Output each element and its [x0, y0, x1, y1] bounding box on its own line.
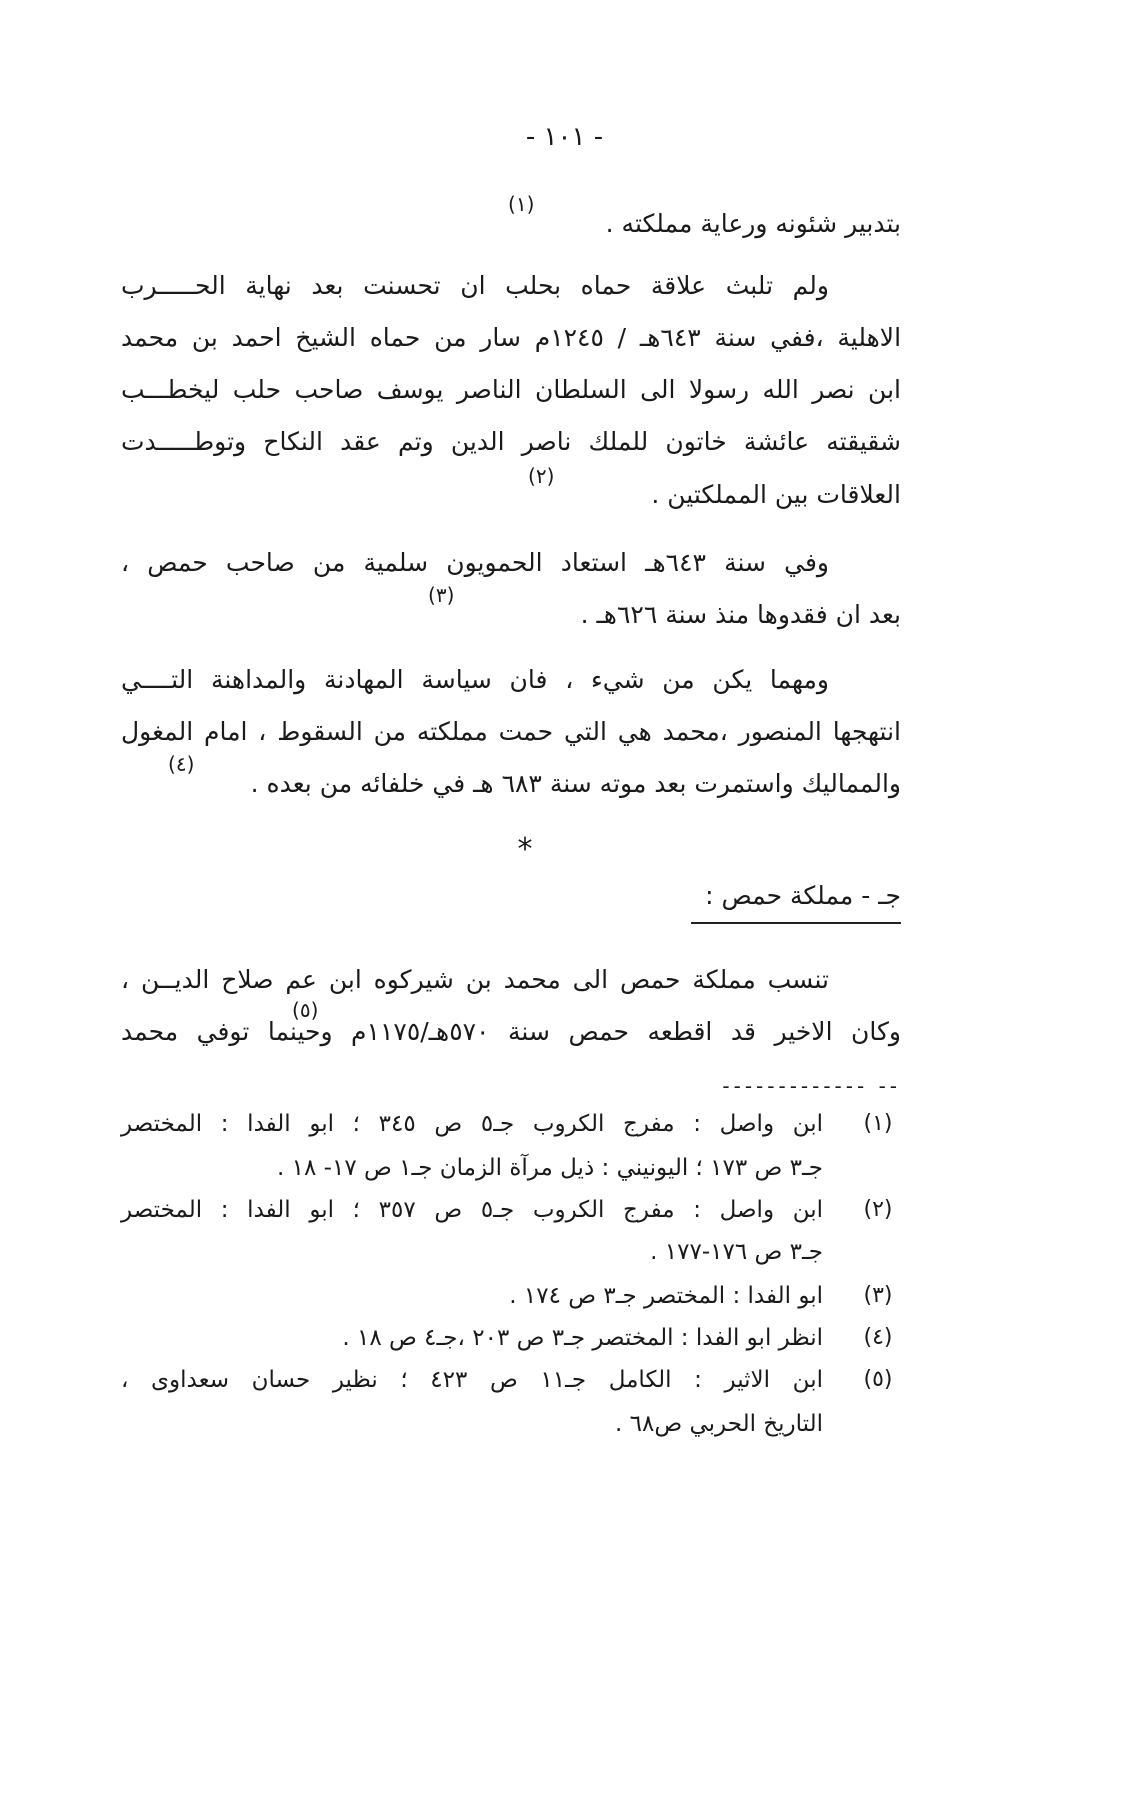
paragraph-2-line-2: الاهلية ،ففي سنة ٦٤٣هـ / ١٢٤٥م سار من حماه الشيخ احمد بن محمد	[121, 323, 902, 352]
paragraph-1-line-1: بتدبير شئونه ورعاية مملكته .	[605, 209, 901, 238]
footnote-ref-3: (٣)	[428, 583, 455, 607]
footnote-ref-4: (٤)	[168, 752, 195, 776]
paragraph-2-line-4: شقيقته عائشة خاتون للملك ناصر الدين وتم عقد النكاح وتوطـــــدت	[121, 427, 901, 456]
footnote-text: ابن واصل : مفرج الكروب جـ٥ ص ٣٤٥ ؛ ابو الفدا : المختصر	[121, 1111, 824, 1137]
paragraph-5-line-2: وكان الاخير قد اقطعه حمص سنة ٥٧٠هـ/١١٧٥م وحينما توفي محمد	[121, 1017, 901, 1046]
paragraph-3-line-1: وفي سنة ٦٤٣هـ استعاد الحمويون سلمية من صاحب حمص ،	[121, 548, 829, 577]
footnote-5-continued	[121, 1404, 901, 1444]
paragraph-4-line-3: والمماليك واستمرت بعد موته سنة ٦٨٣ هـ في خلفائه من بعده .	[250, 769, 901, 798]
footnote-text: التاريخ الحربي ص٦٨ .	[615, 1411, 823, 1437]
footnote-number: (٣)	[863, 1283, 893, 1308]
footnote-ref-2: (٢)	[528, 464, 555, 488]
footnote-text: ابن الاثير : الكامل جـ١١ ص ٤٢٣ ؛ نظير حسان سعداوى ،	[121, 1367, 823, 1393]
footnote-separator: ------------- --	[722, 1074, 901, 1098]
footnote-1	[121, 1104, 901, 1144]
footnote-5	[121, 1360, 901, 1400]
section-star: *	[517, 832, 533, 867]
heading-underline	[691, 922, 901, 924]
footnote-1-continued	[121, 1148, 901, 1188]
footnote-2	[121, 1190, 901, 1230]
footnote-3	[121, 1276, 901, 1316]
footnote-number: (٥)	[863, 1367, 893, 1392]
paragraph-5-line-1: تنسب مملكة حمص الى محمد بن شيركوه ابن عم صلاح الديــن ،	[121, 965, 829, 994]
footnote-4	[121, 1318, 901, 1358]
page-number: - ١٠١ -	[525, 122, 604, 152]
paragraph-3-line-2: بعد ان فقدوها منذ سنة ٦٢٦هـ .	[580, 600, 901, 629]
footnote-text: ابن واصل : مفرج الكروب جـ٥ ص ٣٥٧ ؛ ابو الفدا : المختصر	[121, 1197, 824, 1223]
footnote-ref-1: (١)	[508, 192, 535, 216]
paragraph-4-line-1: ومهما يكن من شيء ، فان سياسة المهادنة والمداهنة التــــي	[121, 665, 829, 694]
section-heading: جـ - مملكة حمص :	[705, 881, 901, 910]
footnote-ref-5: (٥)	[292, 998, 319, 1022]
footnote-number: (٤)	[863, 1325, 893, 1350]
paragraph-4-line-2: انتهجها المنصور ،محمد هي التي حمت مملكته من السقوط ، امام المغول	[121, 717, 901, 746]
footnote-2-continued	[121, 1232, 901, 1272]
paragraph-2-line-5: العلاقات بين المملكتين .	[651, 480, 901, 509]
footnote-text: جـ٣ ص ١٧٣ ؛ اليونيني : ذيل مرآة الزمان جـ١ ص ١٧- ١٨ .	[277, 1155, 823, 1181]
paragraph-2-line-3: ابن نصر الله رسولا الى السلطان الناصر يوسف صاحب حلب ليخطـــب	[121, 375, 901, 404]
footnote-text: انظر ابو الفدا : المختصر جـ٣ ص ٢٠٣ ،جـ٤ ص ١٨ .	[342, 1325, 823, 1351]
paragraph-2-line-1: ولم تلبث علاقة حماه بحلب ان تحسنت بعد نهاية الحـــــرب	[121, 271, 829, 300]
footnote-text: ابو الفدا : المختصر جـ٣ ص ١٧٤ .	[509, 1283, 823, 1309]
footnote-text: جـ٣ ص ١٧٦-١٧٧ .	[650, 1239, 823, 1265]
footnote-number: (٢)	[863, 1197, 893, 1222]
footnote-number: (١)	[863, 1111, 893, 1136]
